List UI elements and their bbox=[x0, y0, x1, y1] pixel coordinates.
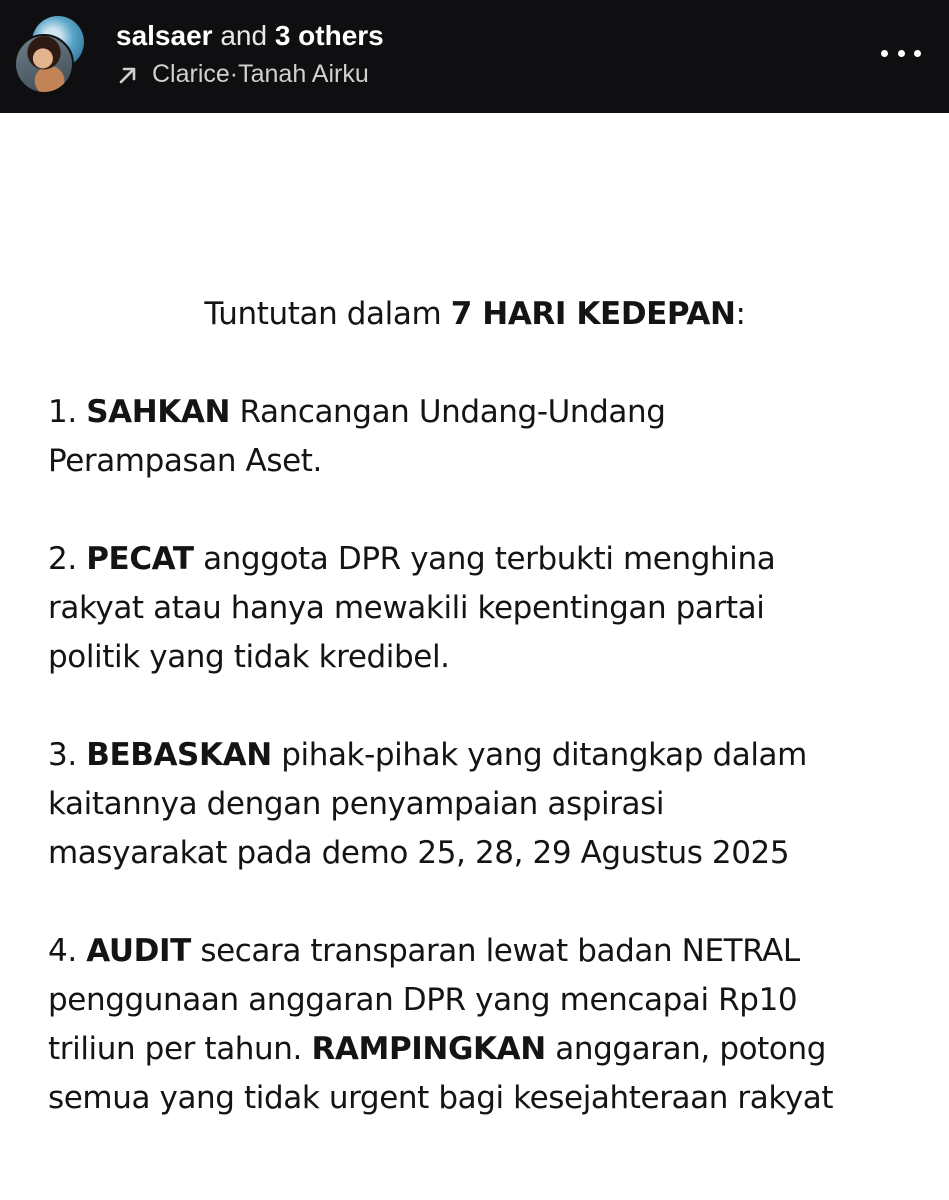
item-text: Perampasan Aset. bbox=[48, 443, 322, 479]
demand-item-4 bbox=[48, 927, 928, 1123]
demands-heading bbox=[48, 290, 902, 339]
demand-item-1 bbox=[48, 388, 928, 486]
item-keyword: RAMPINGKAN bbox=[311, 1031, 546, 1067]
item-text: triliun per tahun. bbox=[48, 1031, 312, 1067]
dot bbox=[914, 50, 921, 57]
avatar-stack[interactable] bbox=[14, 22, 84, 92]
item-text: semua yang tidak urgent bagi kesejahteraan rakyat bbox=[48, 1080, 834, 1116]
item-text: pihak-pihak yang ditangkap dalam bbox=[271, 737, 807, 773]
item-number: 4. bbox=[48, 933, 87, 969]
arrow-up-right-icon bbox=[116, 63, 140, 87]
item-number: 3. bbox=[48, 737, 87, 773]
and-text: and bbox=[212, 20, 275, 51]
source-subtitle: Tanah Airku bbox=[238, 60, 369, 88]
item-keyword: AUDIT bbox=[86, 933, 191, 969]
dot bbox=[898, 50, 905, 57]
source-line[interactable] bbox=[116, 60, 369, 89]
item-keyword: BEBASKAN bbox=[86, 737, 272, 773]
item-text: masyarakat pada demo 25, 28, 29 Agustus 2025 bbox=[48, 835, 790, 871]
item-number: 1. bbox=[48, 394, 87, 430]
heading-prefix: Tuntutan dalam bbox=[204, 296, 451, 332]
source-name: Clarice bbox=[152, 60, 230, 88]
item-keyword: PECAT bbox=[86, 541, 194, 577]
heading-emphasis: 7 HARI KEDEPAN bbox=[450, 296, 736, 332]
avatar bbox=[14, 34, 74, 94]
source-separator: · bbox=[229, 60, 239, 88]
item-text: penggunaan anggaran DPR yang mencapai Rp10 bbox=[48, 982, 798, 1018]
post-text bbox=[48, 290, 928, 1123]
item-text: anggaran, potong bbox=[545, 1031, 827, 1067]
dot bbox=[881, 50, 888, 57]
author-username[interactable]: salsaer bbox=[116, 20, 213, 51]
item-text: secara transparan lewat badan NETRAL bbox=[190, 933, 800, 969]
item-text: politik yang tidak kredibel. bbox=[48, 639, 450, 675]
item-text: Rancangan Undang-Undang bbox=[230, 394, 666, 430]
demand-item-2 bbox=[48, 535, 928, 682]
item-keyword: SAHKAN bbox=[86, 394, 231, 430]
more-dots-icon[interactable] bbox=[881, 38, 921, 68]
post-header bbox=[0, 0, 949, 113]
others-count[interactable]: 3 others bbox=[274, 20, 384, 51]
demand-item-3 bbox=[48, 731, 928, 878]
author-line[interactable] bbox=[116, 20, 384, 52]
item-text: anggota DPR yang terbukti menghina bbox=[193, 541, 776, 577]
heading-suffix: : bbox=[735, 296, 746, 332]
item-text: rakyat atau hanya mewakili kepentingan partai bbox=[48, 590, 765, 626]
item-text: kaitannya dengan penyampaian aspirasi bbox=[48, 786, 665, 822]
item-number: 2. bbox=[48, 541, 87, 577]
